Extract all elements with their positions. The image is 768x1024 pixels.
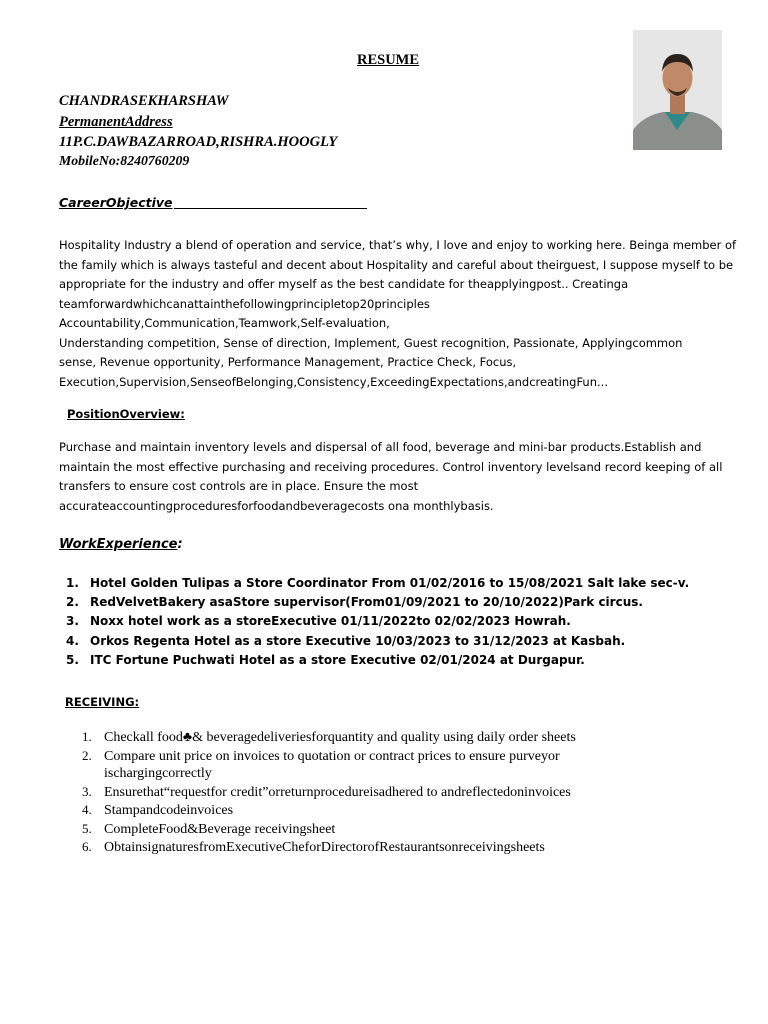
list-item xyxy=(82,783,576,802)
list-number: 4. xyxy=(66,633,79,648)
paragraph-line: Execution,Supervision,SenseofBelonging,Consistency,ExceedingExpectations,andcreatingFun... xyxy=(59,374,608,389)
list-item xyxy=(66,651,689,670)
list-text-continued: ischargingcorrectly xyxy=(104,766,212,781)
list-item xyxy=(66,574,689,593)
list-text: Compare unit price on invoices to quotation or contract prices to ensure purveyor xyxy=(104,748,560,764)
list-item xyxy=(82,728,576,747)
list-number: 1. xyxy=(66,576,79,590)
list-number: 3. xyxy=(66,614,79,629)
work-experience-heading-text: WorkExperience xyxy=(59,537,178,552)
list-number: 2. xyxy=(66,595,79,610)
list-number: 5. xyxy=(82,820,92,836)
list-text: ITC Fortune Puchwati Hotel as a store Executive 02/01/2024 at Durgapur. xyxy=(90,652,585,667)
list-item xyxy=(66,612,689,631)
list-item xyxy=(82,820,576,839)
permanent-address-label: PermanentAddress xyxy=(59,114,173,130)
paragraph-line: maintain the most effective purchasing and receiving procedures. Control inventory levelsand record keeping of all xyxy=(59,459,723,474)
paragraph-line: Understanding competition, Sense of direction, Implement, Guest recognition, Passionate, Applyingcommon xyxy=(59,335,683,350)
career-objective-heading xyxy=(59,195,367,210)
mobile-number: MobileNo:8240760209 xyxy=(59,153,190,168)
work-experience-heading xyxy=(59,537,183,552)
list-text: ObtainsignaturesfromExecutiveCheforDirectorofRestaurantsonreceivingsheets xyxy=(104,840,545,855)
list-text: CompleteFood&Beverage receivingsheet xyxy=(104,821,336,837)
heading-rule xyxy=(174,208,367,209)
paragraph-line: Purchase and maintain inventory levels and dispersal of all food, beverage and mini-bar products.Establish and xyxy=(59,440,702,454)
paragraph-line: accurateaccountingproceduresforfoodandbeveragecosts ona monthlybasis. xyxy=(59,498,494,513)
address: 11P.C.DAWBAZARROAD,RISHRA.HOOGLY xyxy=(59,134,338,150)
list-text: Hotel Golden Tulipas a Store Coordinator From 01/02/2016 to 15/08/2021 Salt lake sec-v. xyxy=(90,576,690,590)
list-number: 1. xyxy=(82,729,92,744)
list-item xyxy=(66,632,689,651)
list-text: RedVelvetBakery asaStore supervisor(From01/09/2021 to 20/10/2022)Park circus. xyxy=(90,595,643,610)
list-item xyxy=(82,801,576,820)
list-number: 2. xyxy=(82,747,92,763)
paragraph-line: appropriate for the industry and offer myself as the best candidate for theapplyingpost.. Creatinga xyxy=(59,277,629,291)
career-objective-heading-text: CareerObjective xyxy=(59,195,173,210)
paragraph-line: Hospitality Industry a blend of operation and service, that’s why, I love and enjoy to working here. Beinga member of xyxy=(59,238,737,252)
work-experience-list xyxy=(66,574,689,670)
list-item xyxy=(66,593,689,612)
list-text: Ensurethat“requestfor credit”orreturnprocedureisadhered to andreflectedoninvoices xyxy=(104,784,571,800)
list-item xyxy=(82,747,576,783)
list-number: 3. xyxy=(82,783,92,799)
candidate-name: CHANDRASEKHARSHAW xyxy=(59,93,229,109)
paragraph-line: teamforwardwhichcanattainthefollowingprincipletop20principles xyxy=(59,296,430,311)
profile-photo xyxy=(633,30,722,150)
paragraph-line: sense, Revenue opportunity, Performance Management, Practice Check, Focus, xyxy=(59,355,517,369)
list-text: Stampandcodeinvoices xyxy=(104,803,234,818)
paragraph-line: the family which is always tasteful and decent about Hospitality and careful about theirguest, I suppose myself to be xyxy=(59,257,734,272)
position-overview-text xyxy=(59,438,723,516)
list-text: Orkos Regenta Hotel as a store Executive 10/03/2023 to 31/12/2023 at Kasbah. xyxy=(90,633,626,648)
list-text: Checkall food♣& beveragedeliveriesforquantity and quality using daily order sheets xyxy=(104,730,576,745)
paragraph-line: Accountability,Communication,Teamwork,Self-evaluation, xyxy=(59,316,390,330)
receiving-list xyxy=(82,728,576,857)
receiving-heading: RECEIVING: xyxy=(65,695,140,709)
list-item xyxy=(82,838,576,857)
position-overview-heading: PositionOverview: xyxy=(67,407,185,421)
heading-colon: : xyxy=(177,537,183,552)
career-objective-text xyxy=(59,236,737,392)
list-text: Noxx hotel work as a storeExecutive 01/11/2022to 02/02/2023 Howrah. xyxy=(90,614,571,629)
paragraph-line: transfers to ensure cost controls are in place. Ensure the most xyxy=(59,479,419,493)
list-number: 4. xyxy=(82,802,92,817)
list-number: 6. xyxy=(82,839,92,854)
person-photo-icon xyxy=(633,30,722,150)
list-number: 5. xyxy=(66,652,79,667)
resume-title: RESUME xyxy=(357,52,420,68)
